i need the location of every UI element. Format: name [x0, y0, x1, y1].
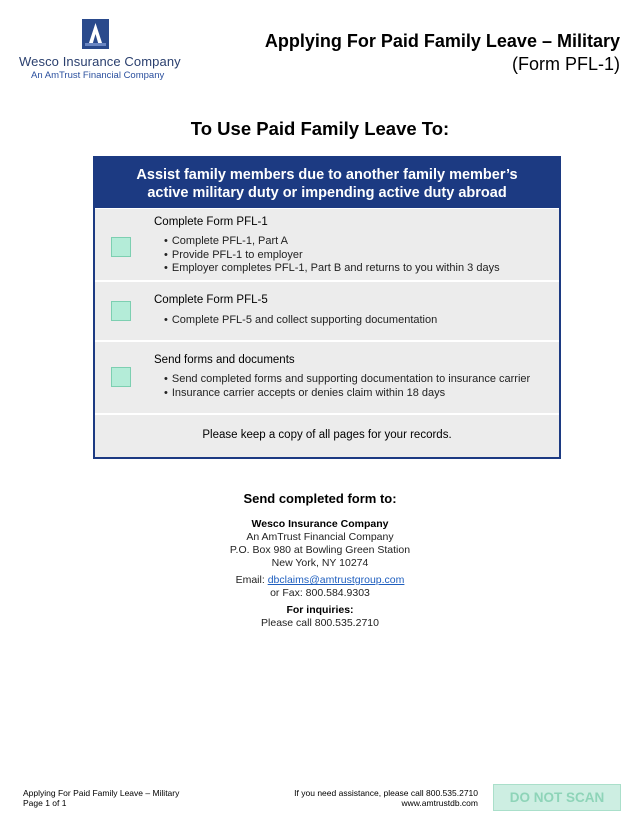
step-title: Send forms and documents [154, 354, 295, 366]
email-line [0, 574, 640, 587]
address-company: Wesco Insurance Company [251, 518, 389, 530]
footer-right [294, 788, 478, 808]
step-2-checkbox[interactable] [111, 301, 131, 321]
step-bullet: • Provide PFL-1 to employer [164, 249, 500, 263]
steps-panel [93, 156, 561, 459]
step-bullet: • Complete PFL-1, Part A [164, 235, 500, 249]
step-bullets [164, 235, 500, 276]
email-label: Email: [235, 574, 265, 586]
records-note: Please keep a copy of all pages for your records. [202, 429, 452, 441]
step-row [95, 282, 559, 340]
inquiries-phone: Please call 800.535.2710 [261, 617, 379, 629]
step-title: Complete Form PFL-1 [154, 216, 268, 228]
fax-line: or Fax: 800.584.9303 [270, 587, 370, 599]
step-3-checkbox[interactable] [111, 367, 131, 387]
address-po-box: P.O. Box 980 at Bowling Green Station [229, 544, 411, 556]
panel-header-line-2: active military duty or impending active duty abroad [147, 185, 507, 201]
step-bullet: • Employer completes PFL-1, Part B and returns to you within 3 days [164, 262, 500, 276]
company-logo-icon [82, 19, 109, 49]
footer-website: www.amtrustdb.com [401, 798, 478, 808]
step-row [95, 342, 559, 413]
step-bullet: • Send completed forms and supporting documentation to insurance carrier [164, 373, 530, 387]
inquiries-label: For inquiries: [286, 604, 354, 616]
step-bullets [164, 314, 437, 328]
footer-doc-name: Applying For Paid Family Leave – Military [23, 788, 180, 798]
step-bullet: • Complete PFL-5 and collect supporting documentation [164, 314, 437, 328]
page-title: Applying For Paid Family Leave – Military [264, 31, 620, 51]
panel-header [95, 158, 559, 208]
panel-footer [95, 415, 559, 457]
do-not-scan-stamp: DO NOT SCAN [493, 784, 621, 811]
address-tagline: An AmTrust Financial Company [246, 531, 394, 543]
send-heading: Send completed form to: [243, 491, 397, 506]
section-heading: To Use Paid Family Leave To: [190, 118, 450, 139]
company-name: Wesco Insurance Company [19, 54, 181, 69]
panel-header-line-1: Assist family members due to another family member’s [136, 167, 518, 183]
company-tagline: An AmTrust Financial Company [31, 70, 165, 81]
step-title: Complete Form PFL-5 [154, 294, 268, 306]
footer-left [23, 788, 179, 808]
footer-assistance: If you need assistance, please call 800.535.2710 [294, 788, 478, 798]
form-number: (Form PFL-1) [512, 54, 620, 74]
email-link[interactable]: dbclaims@amtrustgroup.com [267, 574, 405, 586]
step-1-checkbox[interactable] [111, 237, 131, 257]
step-row [95, 209, 559, 280]
step-bullets [164, 373, 530, 400]
footer-page-number: Page 1 of 1 [23, 798, 67, 808]
step-bullet: • Insurance carrier accepts or denies claim within 18 days [164, 387, 530, 401]
address-city: New York, NY 10274 [271, 557, 369, 569]
